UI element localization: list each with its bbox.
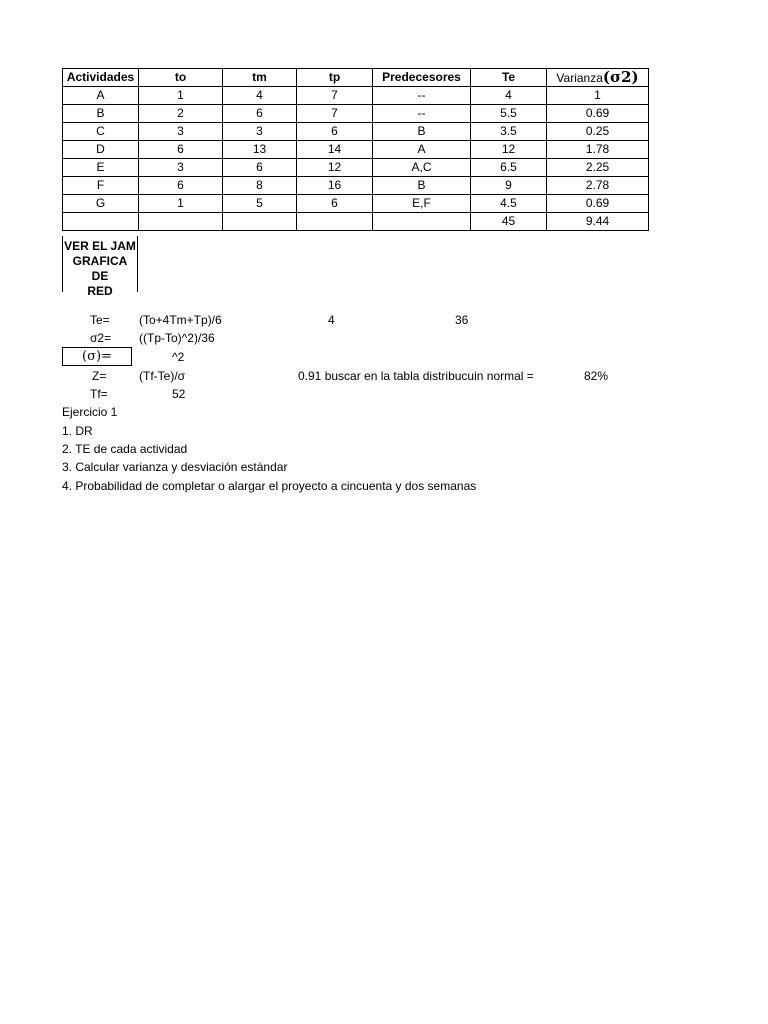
header-to: to [139,69,223,87]
cell-varianza: 0.69 [547,195,649,213]
cell-to: 3 [139,123,223,141]
note-line: GRAFICA DE [72,254,128,283]
cell-predecesores: B [373,123,471,141]
table-header-row [63,69,649,87]
cell-predecesores: A,C [373,159,471,177]
cell-tp [297,213,373,231]
exercise-title: Ejercicio 1 [62,405,118,419]
cell-varianza: 0.25 [547,123,649,141]
exercise-item: 4. Probabilidad de completar o alargar el proyecto a cincuenta y dos semanas [62,479,477,493]
cell-varianza: 2.78 [547,177,649,195]
te-value-1: 4 [328,313,335,327]
variance-formula: ((Tp-To)^2)/36 [139,331,215,345]
network-graph-note [62,236,138,298]
cell-te: 3.5 [471,123,547,141]
z-formula: (Tf-Te)/σ [139,369,186,383]
cell-tm [223,213,297,231]
cell-to: 6 [139,177,223,195]
table-row [63,177,649,195]
table-row [63,105,649,123]
cell-varianza: 2.25 [547,159,649,177]
cell-predecesores: E,F [373,195,471,213]
cell-varianza: 1 [547,87,649,105]
table-row [63,123,649,141]
cell-to: 2 [139,105,223,123]
cell-predecesores: -- [373,105,471,123]
variance-symbol: (σ2) [602,68,639,86]
table-body [63,87,649,231]
cell-tm: 6 [223,159,297,177]
cell-actividad: G [63,195,139,213]
cell-te: 6.5 [471,159,547,177]
tf-label: Tf= [90,387,108,401]
cell-to: 1 [139,87,223,105]
cell-te: 5.5 [471,105,547,123]
exercise-item: 1. DR [62,424,93,438]
cell-varianza: 0.69 [547,105,649,123]
table-row [63,213,649,231]
z-label: Z= [92,369,107,383]
cell-varianza: 9.44 [547,213,649,231]
cell-actividad: B [63,105,139,123]
exercise-item: 2. TE de cada actividad [62,442,188,456]
cell-predecesores: A [373,141,471,159]
z-value-text: 0.91 buscar en la tabla distribucuin normal = [298,369,534,383]
cell-tp: 6 [297,195,373,213]
te-formula: (To+4Tm+Tp)/6 [139,313,222,327]
cell-actividad [63,213,139,231]
table-row [63,195,649,213]
header-predecesores: Predecesores [373,69,471,87]
header-varianza [547,69,649,87]
cell-actividad: C [63,123,139,141]
cell-varianza: 1.78 [547,141,649,159]
z-result: 82% [584,369,609,383]
cell-te: 4.5 [471,195,547,213]
cell-tp: 16 [297,177,373,195]
cell-to: 3 [139,159,223,177]
cell-actividad: A [63,87,139,105]
varianza-label: Varianza [556,70,603,85]
cell-actividad: E [63,159,139,177]
header-tm: tm [223,69,297,87]
cell-tp: 14 [297,141,373,159]
cell-tm: 8 [223,177,297,195]
cell-tm: 13 [223,141,297,159]
cell-to: 1 [139,195,223,213]
cell-te: 4 [471,87,547,105]
table-row [63,159,649,177]
cell-tm: 3 [223,123,297,141]
cell-to: 6 [139,141,223,159]
cell-tp: 7 [297,105,373,123]
cell-actividad: F [63,177,139,195]
pert-table [62,68,649,231]
note-line: RED [87,284,113,298]
variance-label: σ2= [90,331,112,345]
cell-tp: 6 [297,123,373,141]
cell-to [139,213,223,231]
te-label: Te= [90,313,110,327]
std-dev-label: (σ)= [62,347,132,366]
tf-value: 52 [172,387,186,401]
table-row [63,87,649,105]
cell-tp: 12 [297,159,373,177]
cell-te: 12 [471,141,547,159]
header-te: Te [471,69,547,87]
cell-tm: 4 [223,87,297,105]
table-row [63,141,649,159]
header-actividades: Actividades [63,69,139,87]
cell-predecesores: -- [373,87,471,105]
cell-tp: 7 [297,87,373,105]
cell-predecesores [373,213,471,231]
header-tp: tp [297,69,373,87]
te-value-2: 36 [455,313,469,327]
cell-te: 9 [471,177,547,195]
exercise-item: 3. Calcular varianza y desviación estándar [62,460,288,474]
note-line: VER EL JAM [64,239,136,253]
cell-tm: 6 [223,105,297,123]
cell-actividad: D [63,141,139,159]
std-dev-formula: ^2 [172,350,185,364]
cell-tm: 5 [223,195,297,213]
cell-te: 45 [471,213,547,231]
cell-predecesores: B [373,177,471,195]
